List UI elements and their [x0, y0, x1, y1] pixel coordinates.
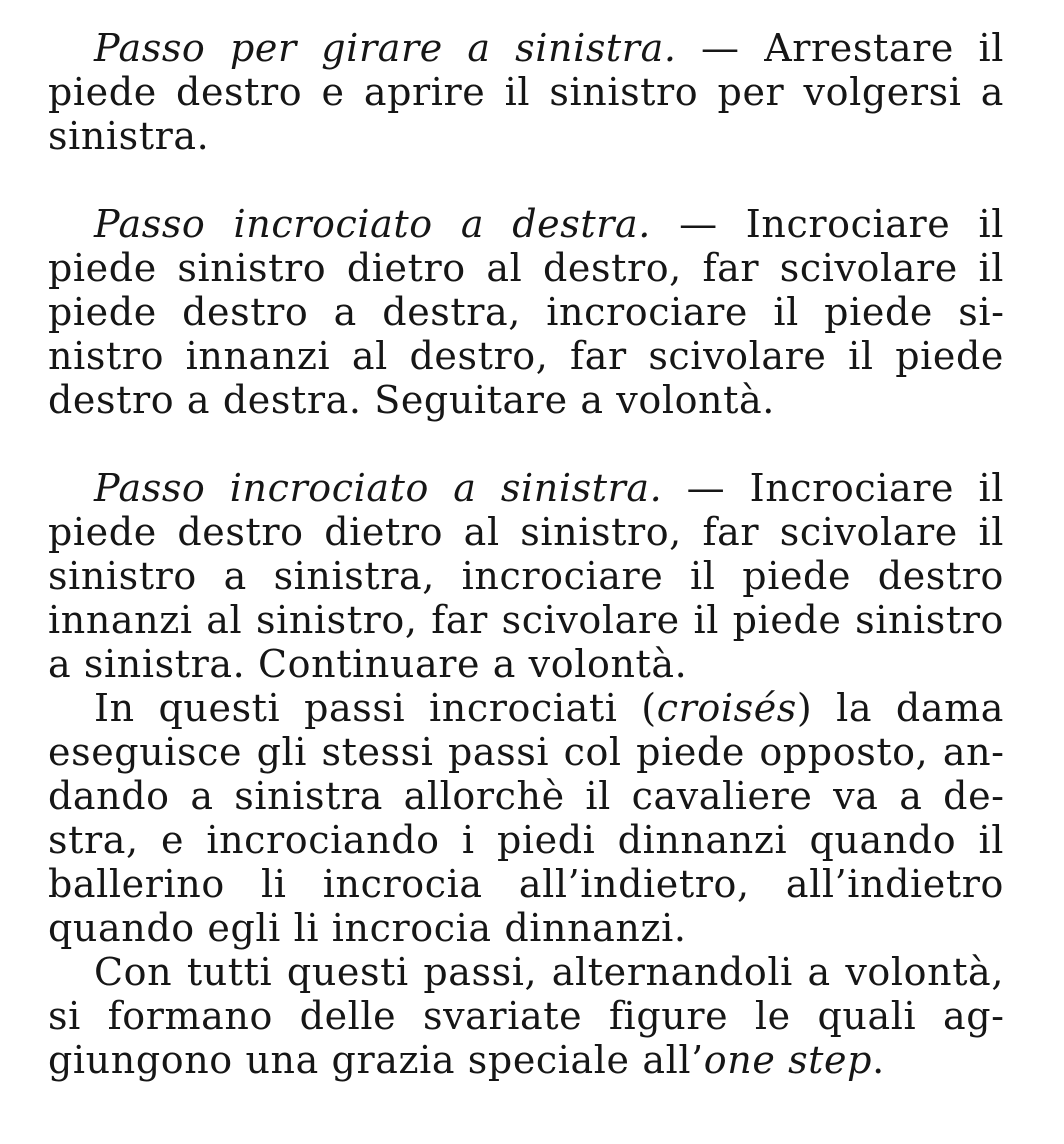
document-page — [48, 26, 1004, 1082]
paragraph-text-end: ) la dama eseguisce gli stessi passi col piede opposto, andando a sinistra allorchè il cavaliere va a destra, e incrociando i piedi dinnanzi quando il ballerino li incrocia all’indietro, all’indietro quando egli li incrocia dinnanzi. — [48, 686, 1004, 950]
emphasized-term: croisés — [656, 686, 797, 730]
paragraph-text-start: Con tutti questi passi, alternandoli a volontà, si formano delle svariate figure le quali aggiungono una grazia speciale all’ — [48, 950, 1004, 1082]
paragraph-turn-left — [48, 26, 1004, 158]
paragraph-crossed-right — [48, 202, 1004, 422]
paragraph-crossed-left — [48, 466, 1004, 686]
step-description: — Arrestare il piede destro e aprire il sinistro per volgersi a sinistra. — [48, 26, 1004, 158]
step-description: — Incrociare il piede sinistro dietro al destro, far scivolare il piede destro a destra, incrociare il piede sinistro innanzi al destro, far scivolare il piede destro a destra. Seguitare a volontà. — [48, 202, 1004, 422]
step-description: — Incrociare il piede destro dietro al sinistro, far scivolare il sinistro a sinistra, incrociare il piede destro innanzi al sinistro, far scivolare il piede sinistro a sinistra. Continuare a volontà. — [48, 466, 1004, 686]
emphasized-term: one step — [703, 1038, 873, 1082]
paragraph-figures — [48, 950, 1004, 1082]
step-title: Passo incrociato a sinistra. — [94, 466, 663, 510]
step-title: Passo per girare a sinistra. — [94, 26, 677, 70]
paragraph-text-start: In questi passi incrociati ( — [94, 686, 657, 730]
step-title: Passo incrociato a destra. — [94, 202, 651, 246]
paragraph-lady-steps — [48, 686, 1004, 950]
paragraph-text-end: . — [872, 1038, 885, 1082]
